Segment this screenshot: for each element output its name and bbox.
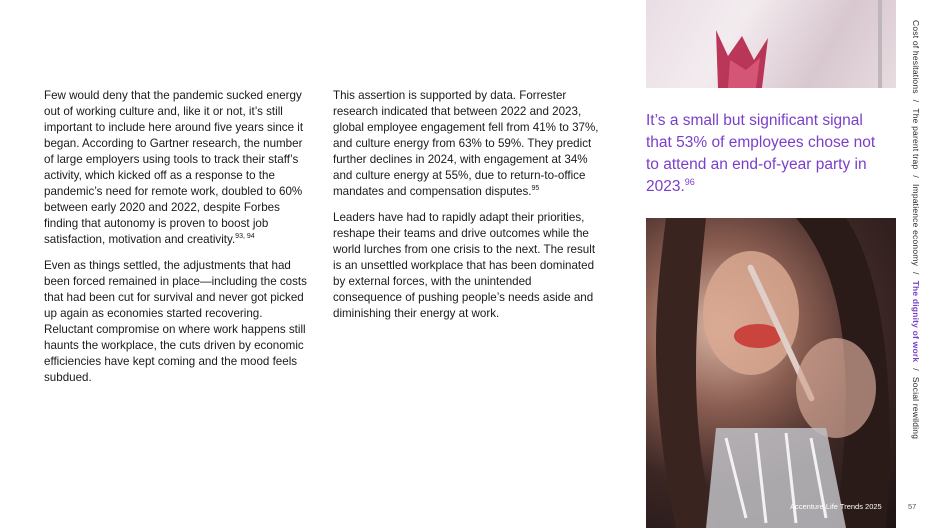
- nav-item-impatience-economy[interactable]: Impatience economy: [911, 183, 921, 267]
- section-navigation-track: [904, 20, 928, 440]
- nav-separator: /: [911, 175, 921, 178]
- paragraph: Leaders have had to rapidly adapt their priorities, reshape their teams and drive outcomes while the world lurches from one crisis to the next. The result is an unsettled workplace that has been dominated by external forces, with the unintended consequence of pushing people’s needs aside and diminishing their energy at work.: [333, 211, 596, 320]
- nav-item-cost-of-hesitations[interactable]: Cost of hesitations: [911, 20, 921, 94]
- body-column-left: [44, 88, 314, 396]
- pull-quote: It’s a small but significant signal that 53% of employees chose not to attend an end-of-year party in 2023.96: [646, 112, 876, 195]
- footnote-ref: 95: [531, 185, 540, 193]
- section-navigation: [904, 20, 928, 440]
- page-number: 57: [908, 502, 917, 511]
- footnote-ref: 96: [684, 176, 695, 187]
- paragraph: Few would deny that the pandemic sucked energy out of working culture and, like it or not, it’s still important to include here around five years since it began. According to Gartner research, the number of large employers using tools to track their staff’s activity, which kicked off as a response to the pandemic’s need for remote work, doubled to 60% between early 2020 and 2022, despite Forbes finding that autonomy is proven to boost job satisfaction, motivation and creativity.$^{93, 94}$: [44, 89, 304, 246]
- crown-illustration: [646, 0, 896, 88]
- photo-party-decoration: [646, 0, 896, 88]
- nav-item-social-rewilding[interactable]: Social rewilding: [911, 376, 921, 440]
- nav-item-the-dignity-of-work[interactable]: The dignity of work: [911, 280, 921, 363]
- party-photo-illustration: [646, 218, 896, 528]
- body-column-middle: [333, 88, 603, 332]
- nav-separator: /: [911, 368, 921, 371]
- paragraph: This assertion is supported by data. Forrester research indicated that between 2022 and 2023, global employee engagement fell from 41% to 37%, and culture energy from 63% to 59%. They predict further declines in 2024, with engagement at 34% and culture energy at 55%, due to return-to-office mandates and compensation disputes.$^{95}$: [333, 89, 599, 198]
- photo-party-person: [646, 218, 896, 528]
- footnote-ref: 93, 94: [235, 233, 255, 241]
- footer-title: Accenture Life Trends 2025: [790, 502, 882, 511]
- nav-separator: /: [911, 272, 921, 275]
- nav-item-the-parent-trap[interactable]: The parent trap: [911, 108, 921, 170]
- nav-separator: /: [911, 99, 921, 103]
- paragraph: Even as things settled, the adjustments that had been forced remained in place—including the costs that had been cut for survival and never got picked up again as economies started recovering. Reluctant compromise on where work happens still haunts the workplace, the cuts driven by economic efficiencies have kept coming and the mood feels subdued.: [44, 259, 307, 384]
